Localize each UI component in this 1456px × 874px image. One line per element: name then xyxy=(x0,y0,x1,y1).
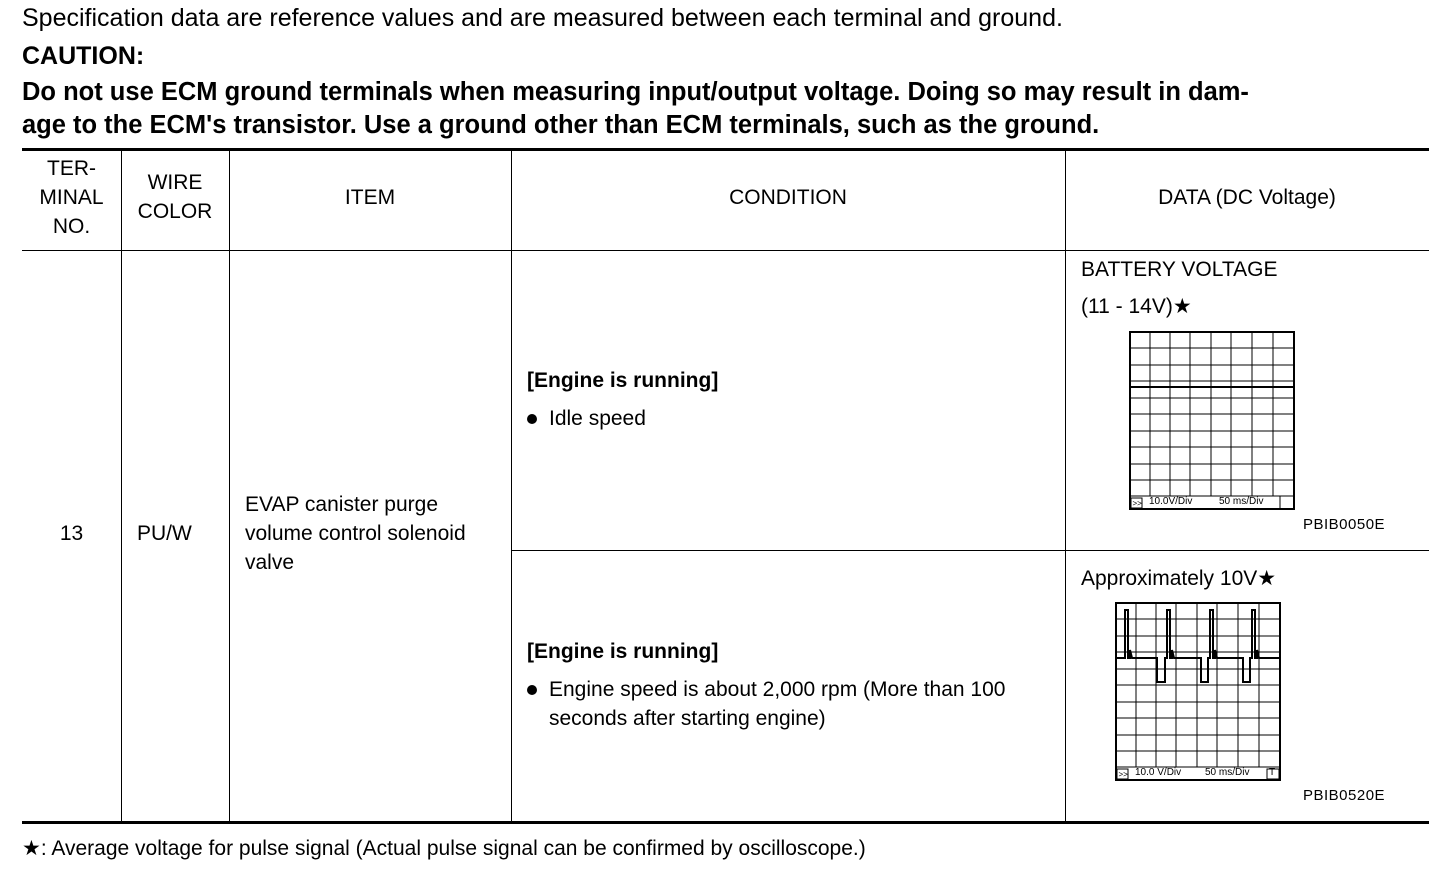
header-wire-color: WIRE COLOR xyxy=(137,171,213,223)
data-battery-voltage: BATTERY VOLTAGE xyxy=(1081,258,1278,281)
header-data: DATA (DC Voltage) xyxy=(1158,186,1336,209)
wire-color: PU/W xyxy=(137,522,192,545)
scope-volt-div: 10.0V/Div xyxy=(1149,496,1193,507)
condition-2000rpm xyxy=(527,637,1005,733)
figure-code: PBIB0050E xyxy=(1303,516,1386,533)
terminal-number: 13 xyxy=(59,522,84,545)
svg-text:>>: >> xyxy=(1118,770,1128,779)
bullet-icon xyxy=(527,414,537,424)
table-top-rule xyxy=(22,148,1429,151)
condition-bullet: Idle speed xyxy=(527,404,718,433)
scope-time-div: 50 ms/Div xyxy=(1205,767,1250,778)
col-divider xyxy=(1065,151,1066,821)
item-description: EVAP canister purge volume control solenoid valve xyxy=(245,493,466,574)
caution-label: CAUTION: xyxy=(22,42,145,70)
svg-text:>>: >> xyxy=(1132,499,1142,508)
data-voltage-range: (11 - 14V)★ xyxy=(1081,295,1192,318)
oscilloscope-waveform-2000rpm xyxy=(1115,602,1283,782)
header-condition: CONDITION xyxy=(729,186,847,209)
header-terminal-no: TER- MINAL NO. xyxy=(39,157,104,238)
table-bottom-rule xyxy=(22,821,1429,824)
caution-text xyxy=(22,76,1432,142)
row-divider xyxy=(511,550,1429,551)
condition-idle xyxy=(527,366,718,433)
condition-heading: [Engine is running] xyxy=(527,369,719,392)
scope-time-div: 50 ms/Div xyxy=(1219,496,1264,507)
oscilloscope-waveform-idle xyxy=(1129,331,1297,511)
footnote: ★: Average voltage for pulse signal (Actual pulse signal can be confirmed by oscilloscope.) xyxy=(22,837,866,860)
condition-bullet: Engine speed is about 2,000 rpm (More than 100 seconds after starting engine) xyxy=(527,675,1005,733)
scope-trigger-marker: T xyxy=(1269,767,1276,778)
data-approx-voltage: Approximately 10V★ xyxy=(1081,567,1277,590)
caution-text-line1: Do not use ECM ground terminals when measuring input/output voltage. Doing so may result in dam- xyxy=(22,78,1249,106)
condition-heading: [Engine is running] xyxy=(527,640,719,663)
col-divider xyxy=(121,151,122,821)
caution-text-line2: age to the ECM's transistor. Use a ground other than ECM terminals, such as the ground. xyxy=(22,111,1100,139)
col-divider xyxy=(511,151,512,821)
intro-text: Specification data are reference values and are measured between each terminal and ground. xyxy=(22,4,1063,32)
header-divider xyxy=(22,250,1429,251)
header-item: ITEM xyxy=(344,186,396,209)
bullet-icon xyxy=(527,685,537,695)
scope-volt-div: 10.0 V/Div xyxy=(1135,767,1182,778)
col-divider xyxy=(229,151,230,821)
figure-code: PBIB0520E xyxy=(1303,787,1386,804)
